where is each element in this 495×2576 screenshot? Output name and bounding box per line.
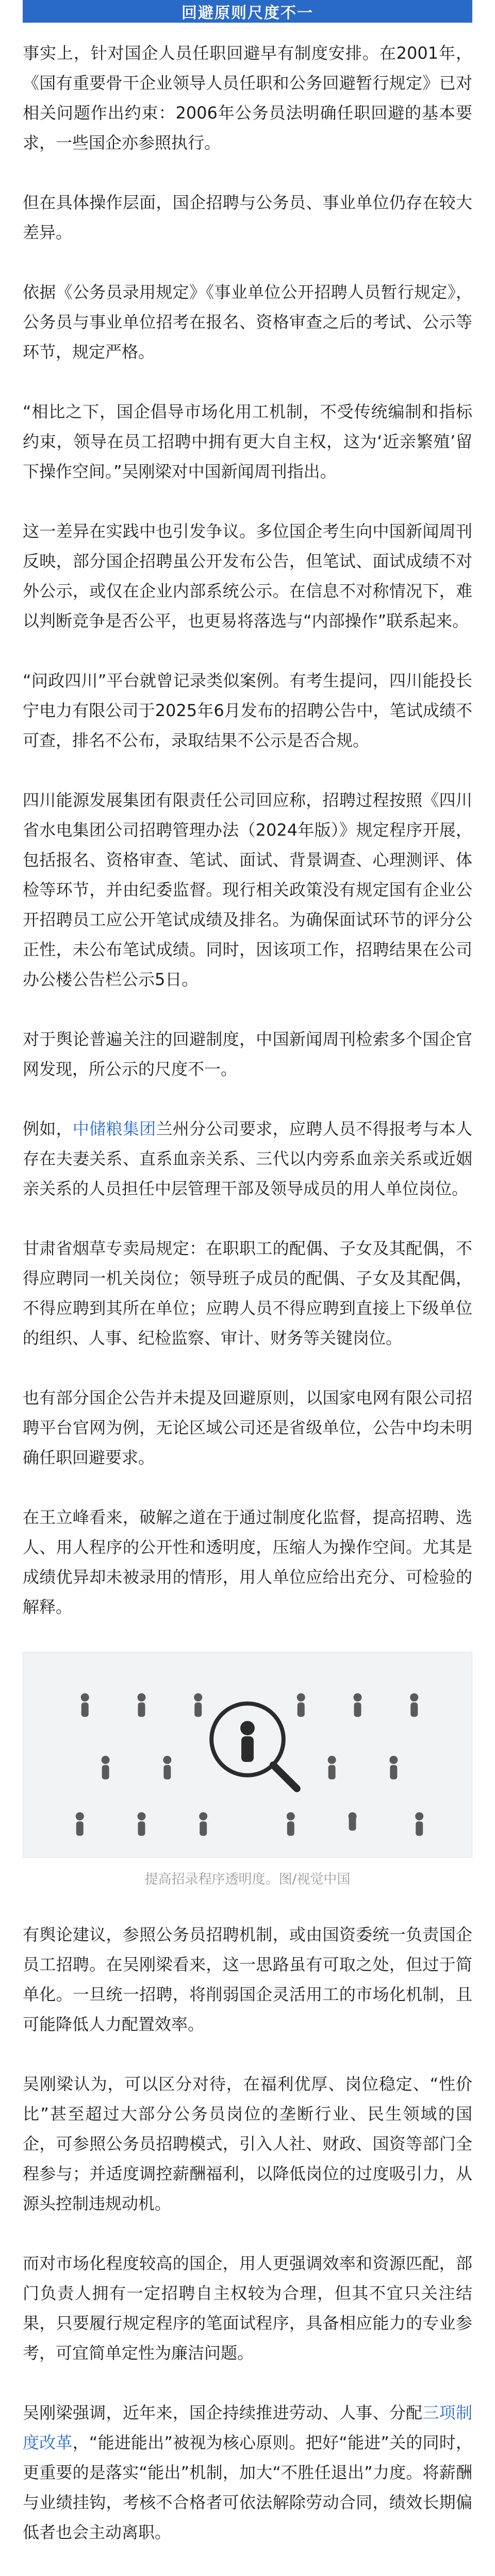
paragraph-4: “相比之下，国企倡导市场化用工机制，不受传统编制和指标约束，领导在员工招聘中拥有更大自主权，这为‘近亲繁殖’留下操作空间。”吴刚梁对中国新闻周刊指出。 [23,402,472,481]
paragraph-16-post: ，“能进能出”被视为核心原则。把好“能进”关的同时，更重要的是落实“能出”机制，加大“不胜任退出”力度。将薪酬与业绩挂钩，考核不合格者可依法解除劳动合同，绩效长期偏低者也会主动离职。 [23,2433,472,2542]
company-link[interactable]: 中储粮集团 [72,1119,156,1139]
paragraph-13: 有舆论建议，参照公务员招聘机制，或由国资委统一负责国企员工招聘。在吴刚梁看来，这一思路虽有可取之处，但过于简单化。一旦统一招聘，将削弱国企灵活用工的市场化机制，且可能降低人力配置效率。 [23,1925,472,2034]
crowd-illustration [23,1652,472,1858]
section-heading [23,0,472,23]
paragraph-14: 吴刚梁认为，可以区分对待，在福利优厚、岗位稳定、“性价比”甚至超过大部分公务员岗位的垄断行业、民生领域的国企，可参照公务员招聘模式，引入人社、财政、国资等部门全程参与；并适度调控薪酬福利，以降低岗位的过度吸引力，从源头控制违规动机。 [23,2074,472,2213]
paragraph-12: 在王立峰看来，破解之道在于通过制度化监督，提高招聘、选人、用人程序的公开性和透明度，压缩人为操作空间。尤其是成绩优异却未被录用的情形，用人单位应给出充分、可检验的解释。 [23,1507,472,1617]
paragraph-16 [23,2398,472,2547]
paragraph-6: “问政四川”平台就曾记录类似案例。有考生提问，四川能投长宁电力有限公司于2025年6月发布的招聘公告中，笔试成绩不可查，排名不公布，录取结果不公示是否合规。 [23,671,472,750]
paragraph-16-pre: 吴刚梁强调，近年来，国企持续推进劳动、人事、分配 [23,2403,423,2422]
reform-link[interactable]: 三项制度改革 [23,2403,472,2452]
figure-caption: 提高招录程序透明度。图/视觉中国 [144,1872,351,1887]
paragraph-2: 但在具体操作层面，国企招聘与公务员、事业单位仍存在较大差异。 [23,193,472,242]
paragraph-10: 甘肃省烟草专卖局规定：在职职工的配偶、子女及其配偶，不得应聘同一机关岗位；领导班子成员的配偶、子女及其配偶，不得应聘到其所在单位；应聘人员不得应聘到直接上下级单位的组织、人事、纪检监察、审计、财务等关键岗位。 [23,1239,472,1348]
paragraph-7: 四川能源发展集团有限责任公司回应称，招聘过程按照《四川省水电集团公司招聘管理办法（2024年版）》规定程序开展，包括报名、资格审查、笔试、面试、背景调查、心理测评、体检等环节，并由纪委监督。现行相关政策没有规定国有企业公开招聘员工应公开笔试成绩及排名。为确保面试环节的评分公正性，未公布笔试成绩。同时，因该项工作，招聘结果在公司办公楼公告栏公示5日。 [23,790,472,989]
paragraph-3: 依据《公务员录用规定》《事业单位公开招聘人员暂行规定》，公务员与事业单位招考在报名、资格审查之后的考试、公示等环节，规定严格。 [23,282,472,362]
paragraph-8: 对于舆论普遍关注的回避制度，中国新闻周刊检索多个国企官网发现，所公示的尺度不一。 [23,1029,472,1079]
section-title: 回避原则尺度不一 [182,4,314,22]
paragraph-9 [23,1114,472,1204]
paragraph-9-pre: 例如， [23,1119,73,1139]
article-figure [23,1652,472,1890]
paragraph-9-post: 兰州分公司要求，应聘人员不得报考与本人存在夫妻关系、直系血亲关系、三代以内旁系血亲关系或近姻亲关系的人员担任中层管理干部及领导成员的用人单位岗位。 [23,1119,472,1198]
paragraph-15: 而对市场化程度较高的国企，用人更强调效率和资源匹配，部门负责人拥有一定招聘自主权较为合理，但其不宜只关注结果，只要履行规定程序的笔面试程序，具备相应能力的专业参考，可宜简单定性为廉洁问题。 [23,2253,472,2363]
paragraph-1: 事实上，针对国企人员任职回避早有制度安排。在2001年，《国有重要骨干企业领导人员任职和公务回避暂行规定》已对相关问题作出约束：2006年公务员法明确任职回避的基本要求，一些国企亦参照执行。 [23,43,472,152]
paragraph-11: 也有部分国企公告并未提及回避原则，以国家电网有限公司招聘平台官网为例，无论区域公司还是省级单位，公告中均未明确任职回避要求。 [23,1388,472,1467]
paragraph-5: 这一差异在实践中也引发争议。多位国企考生向中国新闻周刊反映，部分国企招聘虽公开发布公告，但笔试、面试成绩不对外公示，或仅在企业内部系统公示。在信息不对称情况下，难以判断竞争是否公平，也更易将落选与“内部操作”联系起来。 [23,521,472,631]
